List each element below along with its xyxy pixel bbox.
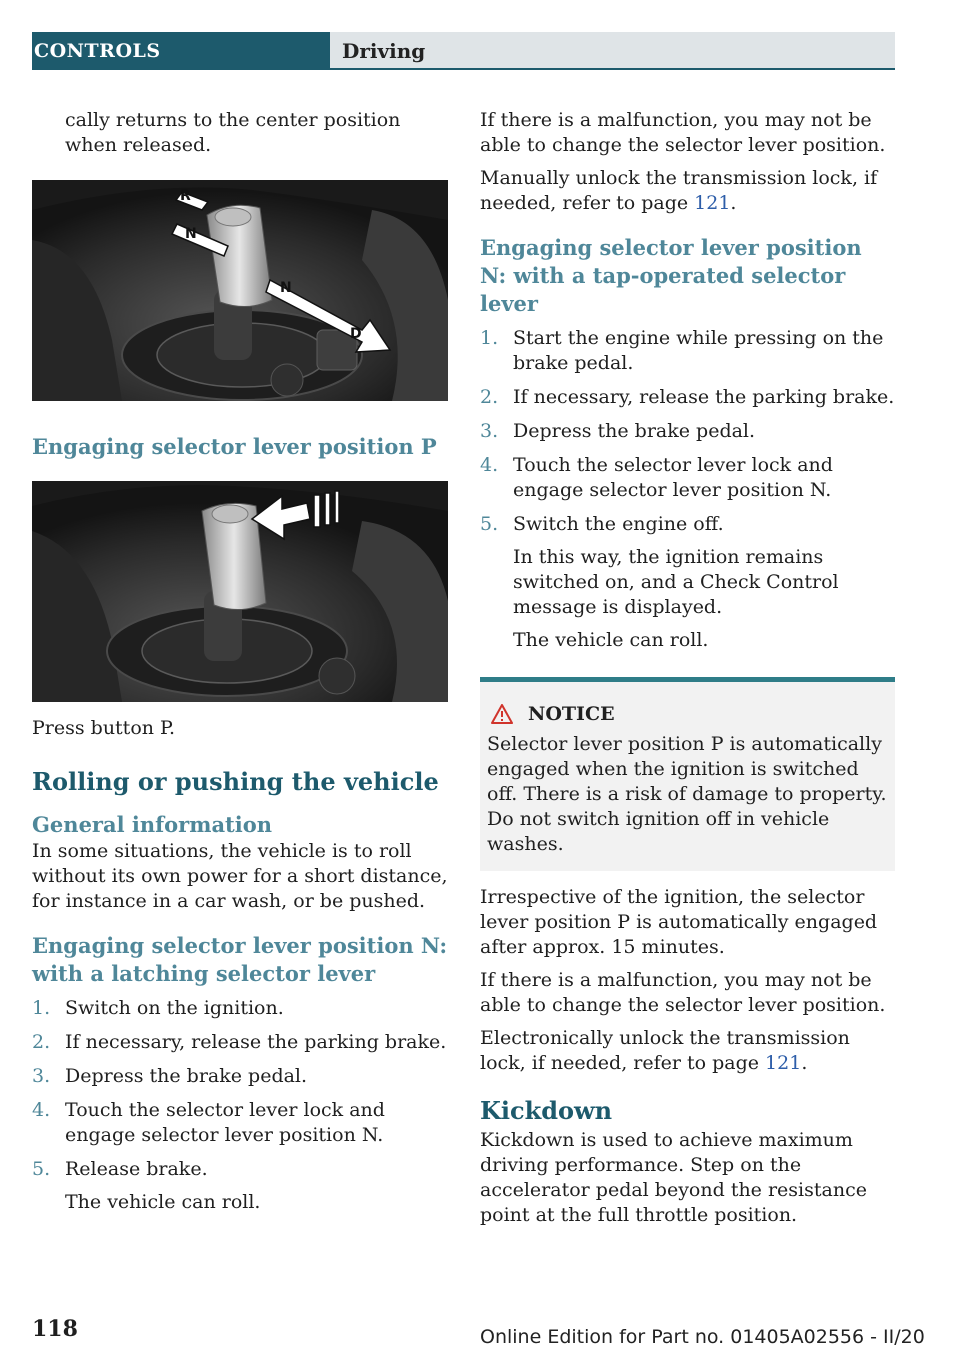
intro-text: cally returns to the center position when released. — [65, 109, 401, 156]
step-text: Touch the selector lever lock and engage selector lever position N. — [65, 1099, 385, 1146]
electronic-unlock-suffix: . — [801, 1052, 808, 1074]
notice-title: NOTICE — [528, 703, 615, 725]
latching-steps-list — [32, 996, 448, 1215]
list-item — [32, 996, 448, 1021]
step-text: Release brake. — [65, 1158, 208, 1180]
label-d: D — [350, 326, 362, 342]
heading-tap-lever: Engaging selector lever position N: with a tap-operated selector lever — [480, 235, 862, 316]
step-text: Start the engine while pressing on the brake pedal. — [513, 327, 884, 374]
step-number: 5. — [32, 1158, 51, 1180]
notice-heading — [487, 702, 887, 726]
kickdown-text: Kickdown is used to achieve maximum driving performance. Step on the accelerator pedal beyond the resistance point at the full throttle position. — [480, 1129, 867, 1226]
step-text: Switch on the ignition. — [65, 997, 284, 1019]
electronic-unlock-prefix: Electronically unlock the transmission lock, if needed, refer to page — [480, 1027, 850, 1074]
tap-steps-list — [480, 326, 895, 653]
button-p-image — [32, 481, 448, 702]
electronic-unlock-text — [480, 1026, 895, 1076]
section-label: CONTROLS — [34, 40, 161, 62]
step-number: 1. — [480, 327, 499, 349]
selector-lever-diagram-image — [32, 180, 448, 401]
step-number: 1. — [32, 997, 51, 1019]
step-note: In this way, the ignition remains switched on, and a Check Control message is displayed. — [513, 546, 839, 618]
step-text: If necessary, release the parking brake. — [513, 386, 895, 408]
right-column — [480, 108, 895, 1236]
page-header — [32, 32, 895, 70]
chapter-tab — [330, 32, 895, 70]
notice-text: Selector lever position P is automatically engaged when the ignition is switched off. There is a risk of damage to property. Do not switch ignition off in vehicle washes. — [487, 733, 887, 855]
step-text: Touch the selector lever lock and engage selector lever position N. — [513, 454, 833, 501]
manual-unlock-suffix: . — [730, 192, 737, 214]
general-information-text: In some situations, the vehicle is to roll without its own power for a short distance, for instance in a car wash, or be pushed. — [32, 840, 448, 912]
chapter-label: Driving — [342, 39, 426, 63]
label-n-lower: N — [280, 280, 292, 296]
page-link[interactable]: 121 — [694, 192, 731, 214]
list-item — [480, 512, 895, 653]
step-text: Depress the brake pedal. — [65, 1065, 308, 1087]
heading-position-p: Engaging selector lever position P — [32, 434, 437, 459]
step-text: Depress the brake pedal. — [513, 420, 756, 442]
malfunction-text: If there is a malfunction, you may not be able to change the selector lever position. — [480, 109, 886, 156]
warning-icon — [491, 704, 513, 724]
step-text: If necessary, release the parking brake. — [65, 1031, 447, 1053]
heading-kickdown: Kickdown — [480, 1096, 613, 1125]
list-item — [480, 326, 895, 376]
list-item — [32, 1157, 448, 1215]
list-item — [480, 385, 895, 410]
press-button-text: Press button P. — [32, 717, 176, 739]
left-column — [32, 108, 448, 1224]
heading-rolling: Rolling or pushing the vehicle — [32, 767, 439, 796]
step-number: 3. — [480, 420, 499, 442]
list-item — [480, 453, 895, 503]
manual-unlock-text — [480, 166, 895, 216]
page-link[interactable]: 121 — [765, 1052, 802, 1074]
heading-general-information: General information — [32, 812, 273, 837]
notice-box — [480, 677, 895, 871]
irrespective-text: Irrespective of the ignition, the selector lever position P is automatically engaged after approx. 15 minutes. — [480, 886, 878, 958]
step-note: The vehicle can roll. — [513, 629, 709, 651]
section-tab — [32, 32, 330, 70]
heading-latching-lever: Engaging selector lever position N: with a latching selector lever — [32, 933, 448, 986]
manual-unlock-prefix: Manually unlock the transmission lock, if needed, refer to page — [480, 167, 878, 214]
step-number: 3. — [32, 1065, 51, 1087]
step-number: 4. — [32, 1099, 51, 1121]
step-number: 4. — [480, 454, 499, 476]
step-number: 5. — [480, 513, 499, 535]
list-item — [32, 1064, 448, 1089]
list-item — [32, 1030, 448, 1055]
step-number: 2. — [32, 1031, 51, 1053]
list-item — [480, 419, 895, 444]
edition-footer: Online Edition for Part no. 01405A02556 - II/20 — [480, 1326, 925, 1348]
label-n-upper: N — [185, 226, 197, 242]
step-number: 2. — [480, 386, 499, 408]
list-item — [32, 1098, 448, 1148]
label-r: R — [180, 188, 191, 204]
step-note: The vehicle can roll. — [65, 1191, 261, 1213]
page-number: 118 — [32, 1316, 78, 1342]
step-text: Switch the engine off. — [513, 513, 724, 535]
malfunction-text-2: If there is a malfunction, you may not be able to change the selector lever position. — [480, 969, 886, 1016]
